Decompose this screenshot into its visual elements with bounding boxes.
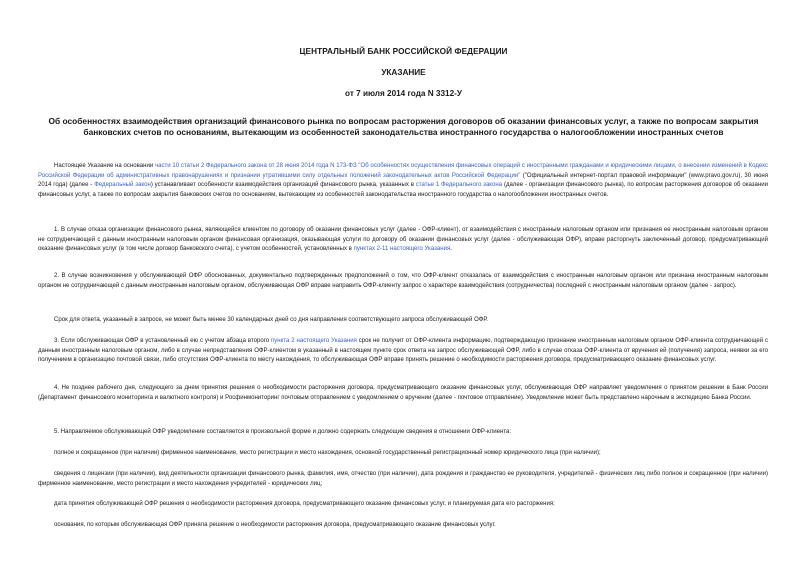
paragraph-2-deadline: Срок для ответа, указанный в запросе, не может быть менее 30 календарных дней со дня направления соответствующего запроса обслуживающей ОФР. bbox=[54, 317, 488, 323]
intro-text-d: (далее - организации финансового рынка), по вопросам расторжения договоров об оказании финансовых услуг, а также по вопросам закрытия банковских счетов по основаниям, вытекающим из особенностей законодательства иностранного государства о налогообложении иностранных счетов. bbox=[38, 182, 769, 198]
list-item: основания, по которым обслуживающая ОФР приняла решение о необходимости расторжения договора, предусматривающего оказание финансовых услуг. bbox=[54, 522, 496, 528]
paragraph-1-text: 1. В случае отказа организации финансового рынка, являющейся клиентом по договору об оказании финансовых услуг (далее - ОФР-клиент), от взаимодействия с иностранным налоговым органом или признания ее иностранным налоговым органом не сотрудничающей с данным иностранным налоговым органом финансовая организация, оказывающая услуги по договору об оказании финансовых услуг (далее - обслуживающая ОФР), вправе расторгнуть заключенный договор, предусматривающий оказание финансовых услуг (в том числе договор банковского счета), с учетом особенностей, установленных в bbox=[38, 227, 768, 253]
issuer-heading: ЦЕНТРАЛЬНЫЙ БАНК РОССИЙСКОЙ ФЕДЕРАЦИИ bbox=[299, 47, 508, 56]
paragraph-1 bbox=[38, 226, 768, 255]
intro-text-c: ) устанавливает особенности взаимодействия организаций финансового рынка, указанных в bbox=[150, 182, 416, 189]
list-item: полное и сокращенное (при наличии) фирменное наименование, место регистрации и место нахождения, основной государственный регистрационный номер юридического лица (при наличии); bbox=[54, 450, 601, 456]
paragraph-5: 5. Направляемое обслуживающей ОФР уведомление составляется в произвольной форме и должно содержать следующие сведения в отношении ОФР-клиента: bbox=[54, 429, 512, 435]
paragraph-3-text-a: 3. Если обслуживающая ОФР в установленный ею с учетом абзаца второго bbox=[54, 338, 271, 344]
list-item: сведения о лицензии (при наличии), вид деятельности организации финансового рынка, фамилия, имя, отчество (при наличии), дата рождения и гражданство ее руководителя, учредителей - физических лиц либо полное и сокращенное (при наличии) фирменное наименование, место регистрации и место нахождения учредителей - юридических лиц; bbox=[38, 471, 768, 487]
points-2-11-link[interactable]: пунктах 2-11 настоящего Указания bbox=[353, 246, 451, 253]
intro-text-a: Настоящее Указание на основании bbox=[54, 163, 155, 169]
paragraph-1-end: . bbox=[450, 246, 452, 253]
paragraph-4: 4. Не позднее рабочего дня, следующего за днем принятия решения о необходимости расторжения договора, предусматривающего оказание финансовых услуг, обслуживающая ОФР направляет уведомления о принятом решении в Банк России (Департамент финансового мониторинга и валютного контроля) и Росфинмониторинг почтовым отправлением с уведомлением о вручении (далее - почтовое отправление). Уведомление может быть представлено нарочным в экспедицию Банка России. bbox=[38, 385, 768, 401]
list-item: дата принятия обслуживающей ОФР решения о необходимости расторжения договора, предусматривающего оказание финансовых услуг, и планируемая дата его расторжения; bbox=[54, 501, 555, 507]
document-type-heading: УКАЗАНИЕ bbox=[381, 68, 426, 77]
paragraph-3-text-b: срок не получит от ОФР-клиента информацию, подтверждающую признание иностранным налоговым органом ОФР-клиента сотрудничающей с данным иностранным налоговым органом, либо в случае непредставления ОФР-клиентом в указанный в настоящем пункте срок ответа на запрос обслуживающей ОФР, либо в случае отказа ОФР-клиента от вручения ей (получения) запроса, неявки за его получением в организацию почтовой связи, либо отсутствия ОФР-клиента по месту нахождения, то обслуживающая ОФР вправе принять решение о необходимости расторжения договора, предусматривающего оказание финансовых услуг. bbox=[38, 338, 768, 364]
intro-text-b: ("Официальный интернет-портал правовой информации" (www.pravo.gov.ru), 30 июня 2014 года) (далее - bbox=[38, 172, 768, 189]
paragraph-2: 2. В случае возникновения у обслуживающей ОФР обоснованных, документально подтвержденных предположений о том, что ОФР-клиент отказалась от взаимодействия с иностранным налоговым органом или признана иностранным налоговым органом не сотрудничающей с данным иностранным налоговым органом, обслуживающая ОФР вправе направить ОФР-клиенту запрос о характере взаимодействия (сотрудничества) последней с иностранным налоговым органом (далее - запрос). bbox=[38, 273, 768, 289]
paragraph-3 bbox=[38, 337, 768, 366]
document-date-number: от 7 июля 2014 года N 3312-У bbox=[345, 89, 462, 98]
point-2-link[interactable]: пункта 2 настоящего Указания bbox=[271, 338, 357, 344]
federal-law-article-link[interactable]: части 10 статьи 2 Федерального закона от 28 июня 2014 года N 173-ФЗ "Об особенностях осуществления финансовых операций с иностранными гражданами и юридическими лицами, о внесении изменений в Кодекс Российской Федерации об административных правонарушениях и признании утратившими силу отдельных положений законодательных актов Российской Федерации" bbox=[38, 163, 768, 179]
intro-paragraph bbox=[38, 162, 768, 200]
federal-law-link[interactable]: Федеральный закон bbox=[94, 182, 151, 189]
document-title: Об особенностях взаимодействия организаций финансового рынка по вопросам расторжения договоров об оказании финансовых услуг, а также по вопросам закрытия банковских счетов по основаниям, вытекающим из особенностей законодательства иностранного государства о налогообложении иностранных счетов bbox=[48, 116, 759, 137]
article-1-link[interactable]: статье 1 Федерального закона bbox=[415, 182, 503, 189]
